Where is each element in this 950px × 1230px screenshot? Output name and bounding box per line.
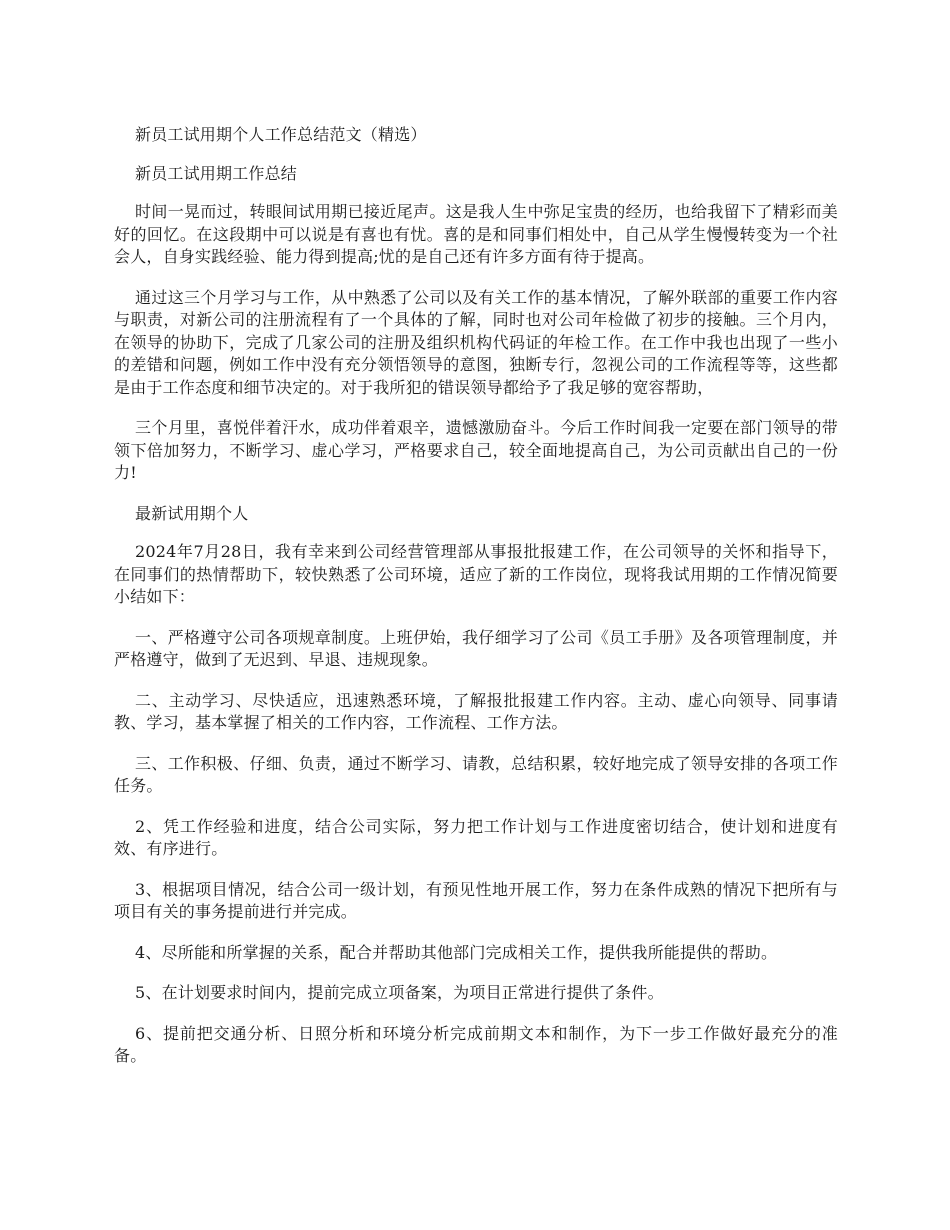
paragraph: 4、尽所能和所掌握的关系，配合并帮助其他部门完成相关工作，提供我所能提供的帮助。 (135, 942, 778, 962)
document-page (114, 124, 838, 1086)
document-title: 新员工试用期个人工作总结范文（精选） (135, 125, 427, 144)
paragraph: 一、严格遵守公司各项规章制度。上班伊始，我仔细学习了公司《员工手册》及各项管理制度，并严格遵守，做到了无迟到、早退、违规现象。 (114, 627, 838, 669)
section-heading: 最新试用期个人 (135, 503, 249, 523)
paragraph: 通过这三个月学习与工作，从中熟悉了公司以及有关工作的基本情况，了解外联部的重要工作内容与职责，对新公司的注册流程有了一个具体的了解，同时也对公司年检做了初步的接触。三个月内，在领导的协助下，完成了几家公司的注册及组织机构代码证的年检工作。在工作中我也出现了一些小的差错和问题，例如工作中没有充分领悟领导的意图，独断专行，忽视公司的工作流程等等，这些都是由于工作态度和细节决定的。对于我所犯的错误领导都给予了我足够的宽容帮助， (114, 287, 838, 397)
paragraph: 时间一晃而过，转眼间试用期已接近尾声。这是我人生中弥足宝贵的经历，也给我留下了精彩而美好的回忆。在这段期中可以说是有喜也有忧。喜的是和同事们相处中，自己从学生慢慢转变为一个社会人，自身实践经验、能力得到提高;忧的是自己还有许多方面有待于提高。 (114, 202, 838, 266)
paragraph: 3、根据项目情况，结合公司一级计划，有预见性地开展工作，努力在条件成熟的情况下把所有与项目有关的事务提前进行并完成。 (114, 879, 838, 921)
paragraph: 2、凭工作经验和进度，结合公司实际，努力把工作计划与工作进度密切结合，使计划和进度有效、有序进行。 (114, 816, 838, 858)
paragraph: 6、提前把交通分析、日照分析和环境分析完成前期文本和制作，为下一步工作做好最充分的准备。 (114, 1023, 838, 1065)
paragraph: 2024年7月28日，我有幸来到公司经营管理部从事报批报建工作，在公司领导的关怀和指导下，在同事们的热情帮助下，较快熟悉了公司环境，适应了新的工作岗位，现将我试用期的工作情况简要小结如下： (114, 542, 838, 606)
paragraph: 三、工作积极、仔细、负责，通过不断学习、请教，总结积累，较好地完成了领导安排的各项工作任务。 (114, 753, 838, 795)
paragraph: 二、主动学习、尽快适应，迅速熟悉环境，了解报批报建工作内容。主动、虚心向领导、同事请教、学习，基本掌握了相关的工作内容，工作流程、工作方法。 (114, 690, 838, 732)
document-subtitle: 新员工试用期工作总结 (135, 163, 298, 183)
paragraph: 5、在计划要求时间内，提前完成立项备案，为项目正常进行提供了条件。 (135, 983, 664, 1002)
paragraph: 三个月里，喜悦伴着汗水，成功伴着艰辛，遗憾激励奋斗。今后工作时间我一定要在部门领导的带领下倍加努力，不断学习、虚心学习，严格要求自己，较全面地提高自己，为公司贡献出自己的一份力! (114, 418, 838, 482)
